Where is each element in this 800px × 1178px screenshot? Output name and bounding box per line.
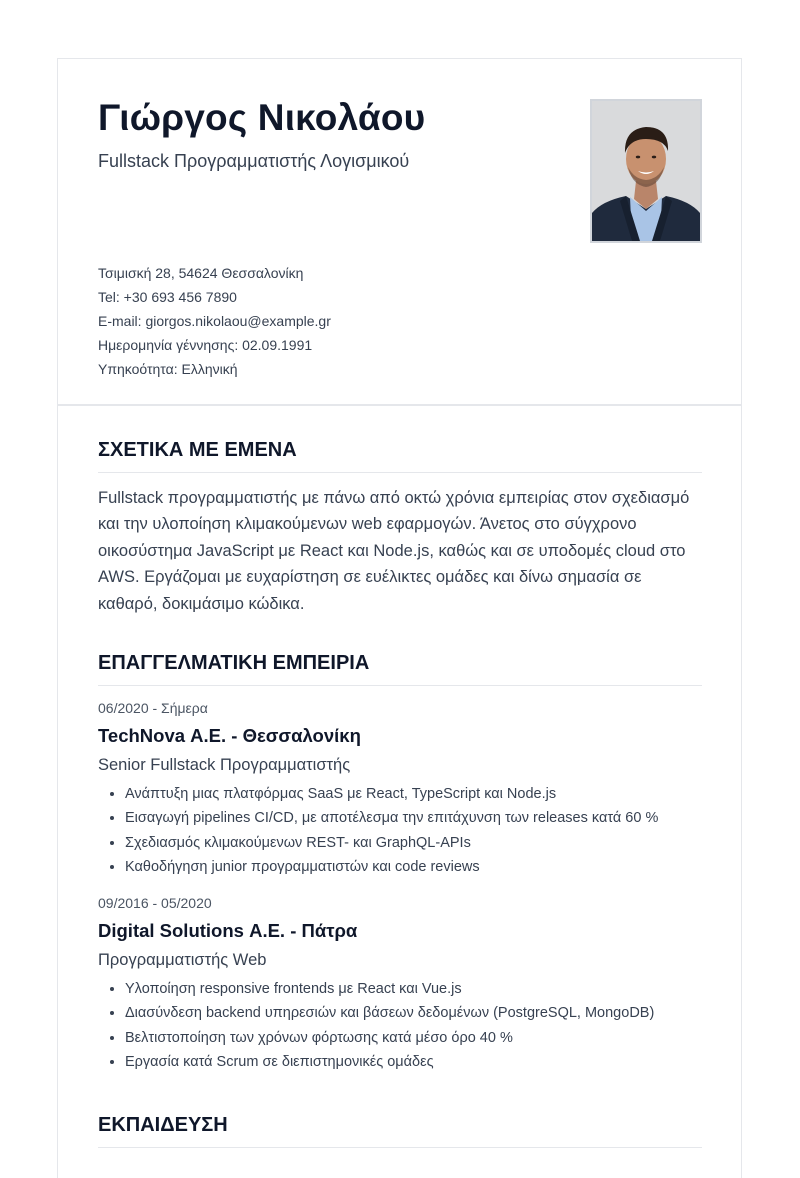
job-bullet: • Εργασία κατά Scrum σε διεπιστημονικές ομάδες <box>125 1050 702 1074</box>
profile-photo <box>590 99 702 243</box>
contact-phone: Tel: +30 693 456 7890 <box>98 289 237 305</box>
education-heading: ΕΚΠΑΙΔΕΥΣΗ <box>98 1114 702 1148</box>
experience-section <box>98 652 702 1074</box>
job-role: Προγραμματιστής Web <box>98 951 267 970</box>
cv-header <box>58 59 741 406</box>
job-company: TechNova Α.Ε. - Θεσσαλονίκη <box>98 725 361 746</box>
cv-page <box>57 58 742 1178</box>
job-date: 09/2016 - 05/2020 <box>98 895 212 912</box>
job-date: 06/2020 - Σήμερα <box>98 700 208 716</box>
job-bullet: • Βελτιστοποίηση των χρόνων φόρτωσης κατά μέσο όρο 40 % <box>125 1026 702 1050</box>
job-entry <box>98 698 702 879</box>
job-bullet: • Καθοδήγηση junior προγραμματιστών και code reviews <box>125 855 702 879</box>
job-bullet: • Ανάπτυξη μιας πλατφόρμας SaaS με React, TypeScript και Node.js <box>125 782 702 806</box>
job-bullet: • Υλοποίηση responsive frontends με React και Vue.js <box>125 977 702 1001</box>
profile-photo-image <box>592 101 700 241</box>
job-role: Senior Fullstack Προγραμματιστής <box>98 756 351 774</box>
job-bullets <box>98 977 702 1074</box>
about-section <box>98 439 702 617</box>
contact-birthdate: Ημερομηνία γέννησης: 02.09.1991 <box>98 337 313 353</box>
job-bullet: • Σχεδιασμός κλιμακούμενων REST- και GraphQL-APIs <box>125 831 702 855</box>
job-bullet: • Εισαγωγή pipelines CI/CD, με αποτέλεσμα την επιτάχυνση των releases κατά 60 % <box>125 806 702 830</box>
contact-email: E-mail: giorgos.nikolaou@example.gr <box>98 313 331 329</box>
education-section <box>98 1114 702 1148</box>
contact-info <box>98 261 331 381</box>
about-heading: ΣΧΕΤΙΚΑ ΜΕ ΕΜΕΝΑ <box>98 439 702 473</box>
job-bullet: • Διασύνδεση backend υπηρεσιών και βάσεων δεδομένων (PostgreSQL, MongoDB) <box>125 1001 702 1025</box>
experience-heading: ΕΠΑΓΓΕΛΜΑΤΙΚΗ ΕΜΠΕΙΡΙΑ <box>98 652 702 686</box>
job-company: Digital Solutions Α.Ε. - Πάτρα <box>98 920 358 942</box>
job-bullets <box>98 782 702 879</box>
contact-nationality: Υπηκοότητα: Ελληνική <box>98 361 238 377</box>
contact-address: Τσιμισκή 28, 54624 Θεσσαλονίκη <box>98 265 304 281</box>
candidate-name: Γιώργος Νικολάου <box>98 97 426 138</box>
about-text: Fullstack προγραμματιστής με πάνω από οκτώ χρόνια εμπειρίας στον σχεδιασμό και την υλοποίηση κλιμακούμενων web εφαρμογών. Άνετος στο σύγχρονο οικοσύστημα JavaScript με React και Node.js, καθώς και σε υποδομές cloud στο AWS. Εργάζομαι με ευχαρίστηση σε ευέλικτες ομάδες και δίνω σημασία σε καθαρό, δοκιμάσιμο κώδικα. <box>98 489 690 613</box>
candidate-title: Fullstack Προγραμματιστής Λογισμικού <box>98 151 410 171</box>
job-entry <box>98 893 702 1074</box>
